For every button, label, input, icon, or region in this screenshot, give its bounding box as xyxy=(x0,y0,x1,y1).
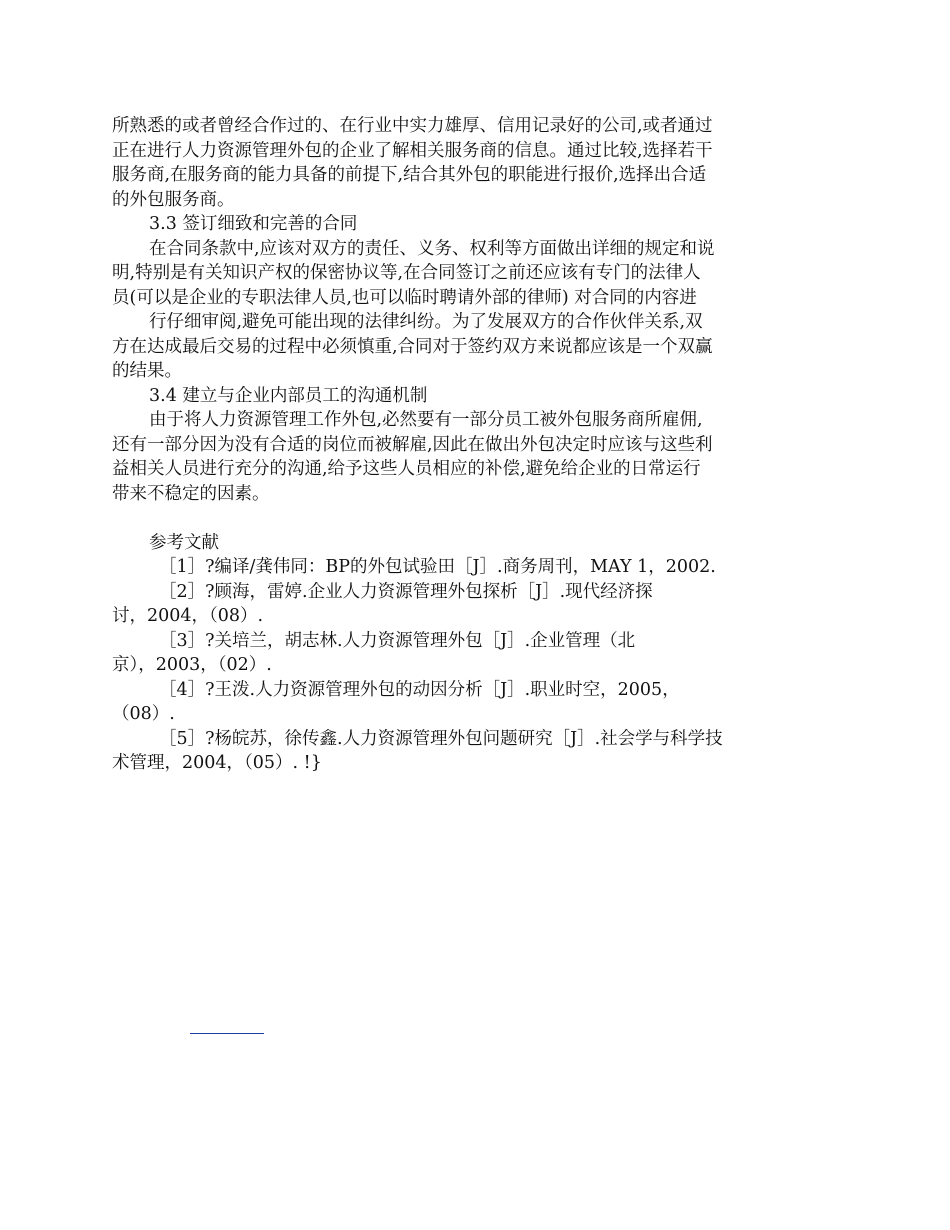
document-body xyxy=(112,114,772,776)
footnote-separator xyxy=(190,1033,264,1034)
section-heading-3-3: 3.3 签订细致和完善的合同 xyxy=(149,214,358,234)
body-line: 的结果。 xyxy=(112,361,182,381)
body-line: 在合同条款中,应该对双方的责任、义务、权利等方面做出详细的规定和说 xyxy=(149,238,715,259)
body-line: 所熟悉的或者曾经合作过的、在行业中实力雄厚、信用记录好的公司,或者通过 xyxy=(112,116,713,136)
spacer xyxy=(112,506,772,531)
body-line: 还有一部分因为没有合适的岗位而被解雇,因此在做出外包决定时应该与这些利 xyxy=(112,434,713,455)
reference-line: ［4］?王泼.人力资源管理外包的动因分析［J］.职业时空，2005， xyxy=(159,679,680,700)
body-line: 明,特别是有关知识产权的保密协议等,在合同签订之前还应该有专门的法律人 xyxy=(112,263,701,283)
reference-line: 讨，2004，（08）. xyxy=(112,606,264,626)
body-line: 益相关人员进行充分的沟通,给予这些人员相应的补偿,避免给企业的日常运行 xyxy=(112,459,701,479)
body-line: 正在进行人力资源管理外包的企业了解相关服务商的信息。通过比较,选择若干 xyxy=(112,140,713,161)
reference-line: ［2］?顾海，雷婷.企业人力资源管理外包探析［J］.现代经济探 xyxy=(159,581,653,602)
body-line: 员(可以是企业的专职法律人员,也可以临时聘请外部的律师) 对合同的内容进 xyxy=(112,287,697,308)
body-line: 由于将人力资源管理工作外包,必然要有一部分员工被外包服务商所雇佣, xyxy=(149,410,703,430)
references-heading: 参考文献 xyxy=(149,532,219,553)
body-line: 带来不稳定的因素。 xyxy=(112,483,270,504)
body-line: 服务商,在服务商的能力具备的前提下,结合其外包的职能进行报价,选择出合适 xyxy=(112,165,707,185)
reference-line: 京），2003，（02）. xyxy=(112,655,272,675)
body-line: 行仔细审阅,避免可能出现的法律纠纷。为了发展双方的合作伙伴关系,双 xyxy=(149,312,703,332)
body-line: 方在达成最后交易的过程中必须慎重,合同对于签约双方来说都应该是一个双赢 xyxy=(112,336,713,357)
reference-line: ［5］?杨皖苏，徐传鑫.人力资源管理外包问题研究［J］.社会学与科学技 xyxy=(159,728,723,749)
reference-line: ［3］?关培兰，胡志林.人力资源管理外包［J］.企业管理（北 xyxy=(159,630,636,651)
section-heading-3-4: 3.4 建立与企业内部员工的沟通机制 xyxy=(149,385,428,406)
body-line: 的外包服务商。 xyxy=(112,189,235,210)
reference-line: ［1］?编译/龚伟同：BP的外包试验田［J］.商务周刊，MAY 1，2002. xyxy=(159,557,716,577)
reference-line: （08）. xyxy=(112,704,175,724)
reference-line: 术管理，2004，（05）. !} xyxy=(112,753,322,773)
